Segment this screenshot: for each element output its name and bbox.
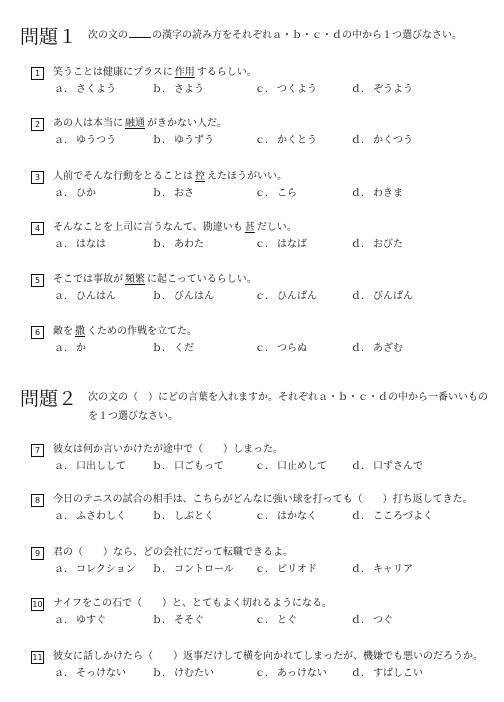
answer-choice[interactable] [351,83,413,97]
choice-text: かくつう [373,135,413,146]
choice-text: ひんはん [76,291,116,302]
section-1-title: 問題１ [20,26,78,48]
question-number: 7 [31,444,44,457]
question-number: 5 [31,274,44,287]
choice-letter: ａ． [54,511,74,522]
choice-text: さよう [174,84,204,95]
choices-row [31,342,491,356]
choice-letter: ｄ． [351,84,371,95]
choice-text: 口ずさんで [373,461,423,472]
question-line [31,443,491,457]
choice-text: はなは [76,239,106,250]
question-text-before: 人前でそんな行動をとることは [53,171,193,182]
question-text: 彼女は何か言いかけたが途中で（ ）しまった。 [53,444,283,455]
choice-letter: ａ． [54,291,74,302]
question-text-before: そこでは事故が [53,274,123,285]
choice-letter: ｂ． [152,564,172,575]
choice-text: コントロール [174,564,234,575]
choice-letter: ｄ． [351,343,371,354]
answer-choice[interactable] [54,342,86,356]
choice-text: あざむ [373,343,403,354]
answer-choice[interactable] [351,342,403,356]
section-2-title: 問題２ [20,388,78,410]
choice-text: そっけない [76,668,126,679]
answer-choice[interactable] [255,238,307,252]
choice-text: 口出しして [76,461,126,472]
question-line [31,170,491,184]
answer-choice[interactable] [255,667,327,681]
choice-text: ピリオド [277,564,317,575]
choice-text: けむたい [174,668,214,679]
choice-text: びんはん [174,291,214,302]
answer-choice[interactable] [351,460,423,474]
underlined-word: 融通 [125,118,145,129]
choice-letter: ｃ． [255,511,275,522]
instruction-blank-line [129,27,151,38]
choice-text: おびた [373,239,403,250]
section-1-instruction [88,26,498,45]
answer-choice[interactable] [152,290,214,304]
choice-letter: ｄ． [351,461,371,472]
choice-text: おさ [174,188,194,199]
answer-choice[interactable] [152,563,234,577]
choice-letter: ｂ． [152,668,172,679]
question-text [53,170,287,184]
choice-letter: ｂ． [152,291,172,302]
choice-text: こら [277,188,297,199]
answer-choice[interactable] [255,510,317,524]
choice-letter: ｄ． [351,511,371,522]
choice-text: しぶとく [174,511,214,522]
underlined-word: 甚 [244,222,255,233]
question-number: 6 [31,326,44,339]
question-number: 11 [32,652,43,662]
choice-letter: ｂ． [152,511,172,522]
question-text-after: に起こっているらしい。 [147,274,257,285]
question-4 [31,221,491,252]
question-10 [31,597,491,628]
choice-letter: ｃ． [255,461,275,472]
choice-letter: ｄ． [351,135,371,146]
section-1-instruction-before: 次の文の [88,30,128,41]
choice-text: ぞうよう [373,84,413,95]
question-line [31,221,491,235]
question-9 [31,546,491,577]
choice-letter: ｂ． [152,188,172,199]
choice-text: 口ごもって [174,461,224,472]
answer-choice[interactable] [152,614,204,628]
choice-text: あっけない [277,668,327,679]
answer-choice[interactable] [54,614,106,628]
choice-text: びんぱん [373,291,413,302]
section-2-instruction: 次の文の（ ）にどの言葉を入れますか。それぞれａ・ｂ・ｃ・ｄの中から一番いいものを１つ選びなさい。 [88,392,488,422]
choice-letter: ｂ． [152,343,172,354]
question-line [31,546,491,560]
answer-choice[interactable] [255,83,317,97]
choice-letter: ａ． [54,84,74,95]
choice-text: そそぐ [174,615,204,626]
choice-text: ひか [76,188,96,199]
answer-choice[interactable] [152,238,204,252]
choice-text: つらぬ [277,343,307,354]
choice-text: あわた [174,239,204,250]
choice-text: かくとう [277,135,317,146]
answer-choice[interactable] [255,342,307,356]
choices-row [31,667,491,681]
answer-choice[interactable] [54,83,116,97]
question-text-before: あの人は本当に [53,118,123,129]
choice-text: ふさわしく [76,511,126,522]
question-number: 9 [31,547,44,560]
choice-letter: ｄ． [351,615,371,626]
question-line [31,117,491,131]
question-text [53,66,257,80]
question-text-before: そんなことを上司に言うなんて、勘違いも [53,222,243,233]
question-3 [31,170,491,201]
question-7 [31,443,491,474]
answer-choice[interactable] [255,290,317,304]
question-text-after: えたほうがいい。 [207,171,287,182]
choice-letter: ｄ． [351,188,371,199]
answer-choice[interactable] [54,563,136,577]
choice-letter: ｂ． [152,84,172,95]
choice-letter: ｃ． [255,668,275,679]
question-text-after: だしい。 [256,222,297,233]
answer-choice[interactable] [351,290,413,304]
choice-text: つぐ [373,615,393,626]
question-1 [31,66,491,97]
question-number: 2 [31,118,44,131]
answer-choice[interactable] [351,238,403,252]
choice-text: さくよう [76,84,116,95]
question-number: 4 [31,222,44,235]
underlined-word: 控 [195,171,205,182]
answer-choice[interactable] [54,134,116,148]
choices-row [31,563,491,577]
choices-row [31,134,491,148]
question-number: 8 [31,494,44,507]
answer-choice[interactable] [255,614,297,628]
question-text [53,221,297,235]
choice-letter: ａ． [54,668,74,679]
question-line [31,493,491,507]
section-1-instruction-after: の漢字の読み方をそれぞれａ・ｂ・ｃ・ｄの中から１つ選びなさい。 [152,30,462,41]
underlined-word: 撒 [75,326,85,337]
answer-choice[interactable] [152,460,224,474]
choices-row [31,187,491,201]
answer-choice[interactable] [351,563,413,577]
answer-choice[interactable] [54,460,126,474]
answer-choice[interactable] [152,83,204,97]
choice-letter: ｄ． [351,291,371,302]
answer-choice[interactable] [351,614,393,628]
question-line [31,273,491,287]
answer-choice[interactable] [351,667,423,681]
question-line [31,66,491,80]
question-line [31,650,491,664]
question-text-before: 敵を [53,326,73,337]
choices-row [31,614,491,628]
choice-letter: ｄ． [351,668,371,679]
question-text [53,273,257,287]
choice-letter: ｂ． [152,461,172,472]
question-number: 3 [31,171,44,184]
choices-row [31,460,491,474]
underlined-word: 作用 [174,67,195,78]
choice-text: キャリア [373,564,413,575]
question-text [53,117,227,131]
question-text-before: 笑うことは健康にプラスに [53,67,173,78]
choice-text: とぐ [277,615,297,626]
answer-choice[interactable] [54,290,116,304]
choice-letter: ｃ． [255,188,275,199]
answer-choice[interactable] [152,510,214,524]
choices-row [31,510,491,524]
answer-choice[interactable] [255,563,317,577]
choices-row [31,83,491,97]
question-text: 今日のテニスの試合の相手は、こちらがどんなに強い球を打っても（ ）打ち返してきた。 [53,494,473,505]
question-line [31,597,491,611]
question-text: ナイフをこの石で（ ）と、とてもよく切れるようになる。 [53,598,332,609]
choice-letter: ｂ． [152,615,172,626]
choice-text: つくよう [277,84,317,95]
question-5 [31,273,491,304]
choices-row [31,238,491,252]
choice-letter: ａ． [54,135,74,146]
choice-text: か [76,343,86,354]
underlined-word: 頻繁 [125,274,145,285]
answer-choice[interactable] [255,134,317,148]
choice-letter: ａ． [54,564,74,575]
choice-letter: ｃ． [255,291,275,302]
choice-text: こころづよく [373,511,433,522]
choice-text: ゆうずう [174,135,214,146]
question-text-after: するらしい。 [196,67,257,78]
answer-choice[interactable] [152,667,214,681]
question-text-after: くための作戦を立てた。 [87,326,197,337]
answer-choice[interactable] [351,134,413,148]
question-number: 1 [31,67,44,80]
answer-choice[interactable] [152,342,194,356]
choice-text: ゆすぐ [76,615,106,626]
choice-text: はなば [277,239,307,250]
choice-letter: ｂ． [152,135,172,146]
choice-text: くだ [174,343,194,354]
choice-text: コレクション [76,564,136,575]
answer-choice[interactable] [351,510,433,524]
choice-letter: ａ． [54,343,74,354]
answer-choice[interactable] [152,187,194,201]
question-text-after: がきかない人だ。 [147,118,227,129]
question-11 [31,650,491,681]
choice-letter: ａ． [54,615,74,626]
answer-choice[interactable] [255,187,297,201]
choice-letter: ｄ． [351,239,371,250]
answer-choice[interactable] [54,187,96,201]
choice-letter: ｃ． [255,239,275,250]
answer-choice[interactable] [54,238,106,252]
choice-text: ひんぱん [277,291,317,302]
choices-row [31,290,491,304]
question-text: 君の（ ）なら、どの会社にだって転職できるよ。 [53,547,293,558]
choice-letter: ｂ． [152,239,172,250]
choice-text: はかなく [277,511,317,522]
choice-letter: ｃ． [255,135,275,146]
choice-letter: ｃ． [255,343,275,354]
choice-text: ゆうつう [76,135,116,146]
choice-letter: ａ． [54,461,74,472]
question-line [31,325,491,339]
question-6 [31,325,491,356]
choice-text: 口止めして [277,461,327,472]
choice-letter: ｃ． [255,564,275,575]
answer-choice[interactable] [351,187,403,201]
choice-letter: ｄ． [351,564,371,575]
question-text: 彼女に話しかけたら（ ）返事だけして横を向かれてしまったが、機嫌でも悪いのだろうか。 [53,651,483,662]
answer-choice[interactable] [54,510,126,524]
answer-choice[interactable] [255,460,327,474]
question-text [53,325,197,339]
choice-text: わきま [373,188,403,199]
choice-letter: ｃ． [255,84,275,95]
question-8 [31,493,491,524]
choice-text: すばしこい [373,668,423,679]
question-2 [31,117,491,148]
answer-choice[interactable] [152,134,214,148]
choice-letter: ａ． [54,239,74,250]
choice-letter: ｃ． [255,615,275,626]
choice-letter: ａ． [54,188,74,199]
answer-choice[interactable] [54,667,126,681]
question-number: 10 [32,599,43,609]
